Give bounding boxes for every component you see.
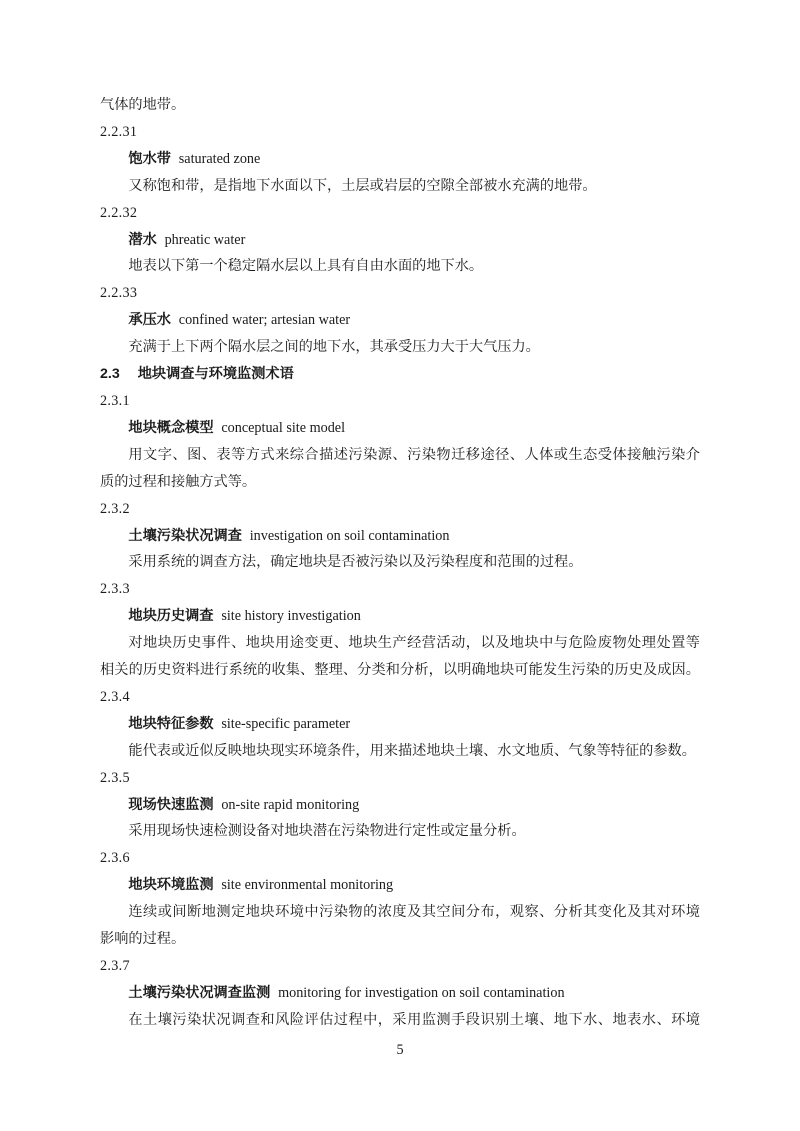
clause-number: 2.3.1 [100, 392, 130, 409]
clause-number: 2.3.2 [100, 500, 130, 517]
term-line [100, 227, 700, 254]
term-entry [100, 280, 700, 361]
term-chinese: 土壤污染状况调查监测 [128, 984, 271, 1001]
definition-line: 影响的过程。 [100, 931, 186, 948]
definition-line: 采用系统的调查方法，确定地块是否被污染以及污染程度和范围的过程。 [128, 554, 583, 571]
clause-number: 2.3.6 [100, 850, 130, 867]
term-entry [100, 200, 700, 281]
term-english: site environmental monitoring [221, 877, 394, 894]
continuation-text: 气体的地带。 [100, 97, 186, 113]
term-line [100, 307, 700, 334]
section-heading [100, 361, 700, 388]
term-chinese: 地块特征参数 [128, 715, 214, 732]
term-line [100, 523, 700, 550]
term-entry [100, 496, 700, 577]
definition-line: 又称饱和带，是指地下水面以下，土层或岩层的空隙全部被水充满的地带。 [128, 177, 597, 194]
definition-line: 对地块历史事件、地块用途变更、地块生产经营活动，以及地块中与危险废物处理处置等 [128, 635, 700, 652]
clause-number: 2.2.31 [100, 123, 138, 140]
definition-line: 用文字、图、表等方式来综合描述污染源、污染物迁移途径、人体或生态受体接触污染介 [128, 446, 700, 463]
definition-line: 质的过程和接触方式等。 [100, 473, 257, 490]
term-english: investigation on soil contamination [249, 527, 450, 544]
page-number: 5 [396, 1042, 404, 1058]
definition-line: 采用现场快速检测设备对地块潜在污染物进行定性或定量分析。 [128, 823, 526, 840]
term-line [100, 711, 700, 738]
definition-line: 能代表或近似反映地块现实环境条件，用来描述地块土壤、水文地质、气象等特征的参数。 [128, 742, 696, 759]
term-chinese: 饱水带 [128, 150, 171, 167]
term-chinese: 地块环境监测 [128, 877, 214, 894]
definition-line: 在土壤污染状况调查和风险评估过程中，采用监测手段识别土壤、地下水、地表水、环境 [128, 1011, 700, 1028]
term-line [100, 872, 700, 899]
section-title: 地块调查与环境监测术语 [137, 366, 294, 383]
definition-line: 相关的历史资料进行系统的收集、整理、分类和分析，以明确地块可能发生污染的历史及成因。 [100, 662, 700, 679]
clause-number: 2.2.33 [100, 285, 138, 302]
page-content [100, 92, 700, 1034]
term-entry [100, 684, 700, 765]
term-chinese: 地块历史调查 [128, 608, 214, 625]
term-entry [100, 765, 700, 846]
term-line [100, 146, 700, 173]
term-english: on-site rapid monitoring [221, 796, 360, 813]
section-number: 2.3 [100, 366, 120, 383]
term-line [100, 792, 700, 819]
term-line [100, 415, 700, 442]
clause-number: 2.3.4 [100, 688, 130, 705]
term-line [100, 603, 700, 630]
clause-number: 2.3.5 [100, 769, 130, 786]
term-english: phreatic water [164, 231, 246, 248]
clause-number: 2.3.7 [100, 958, 130, 974]
term-english: conceptual site model [221, 419, 346, 436]
definition-line: 充满于上下两个隔水层之间的地下水，其承受压力大于大气压力。 [128, 339, 540, 356]
term-entry [100, 388, 700, 496]
term-chinese: 土壤污染状况调查 [128, 527, 242, 544]
term-english: site history investigation [221, 608, 361, 625]
term-chinese: 承压水 [128, 312, 171, 329]
clause-number: 2.3.3 [100, 581, 130, 598]
term-chinese: 地块概念模型 [128, 419, 214, 436]
term-entry [100, 119, 700, 200]
definition-line: 连续或间断地测定地块环境中污染物的浓度及其空间分布，观察、分析其变化及其对环境 [128, 904, 700, 921]
term-english: monitoring for investigation on soil contamination [278, 984, 565, 1001]
term-english: confined water; artesian water [178, 312, 351, 329]
term-entry [100, 845, 700, 953]
term-english: saturated zone [178, 150, 261, 167]
clause-number: 2.2.32 [100, 204, 138, 221]
term-entry [100, 576, 700, 684]
term-chinese: 潜水 [128, 231, 157, 248]
term-english: site-specific parameter [221, 715, 351, 732]
term-entry [100, 953, 700, 1034]
term-line [100, 980, 700, 1007]
definition-line: 地表以下第一个稳定隔水层以上具有自由水面的地下水。 [128, 258, 484, 275]
term-chinese: 现场快速监测 [128, 796, 214, 813]
